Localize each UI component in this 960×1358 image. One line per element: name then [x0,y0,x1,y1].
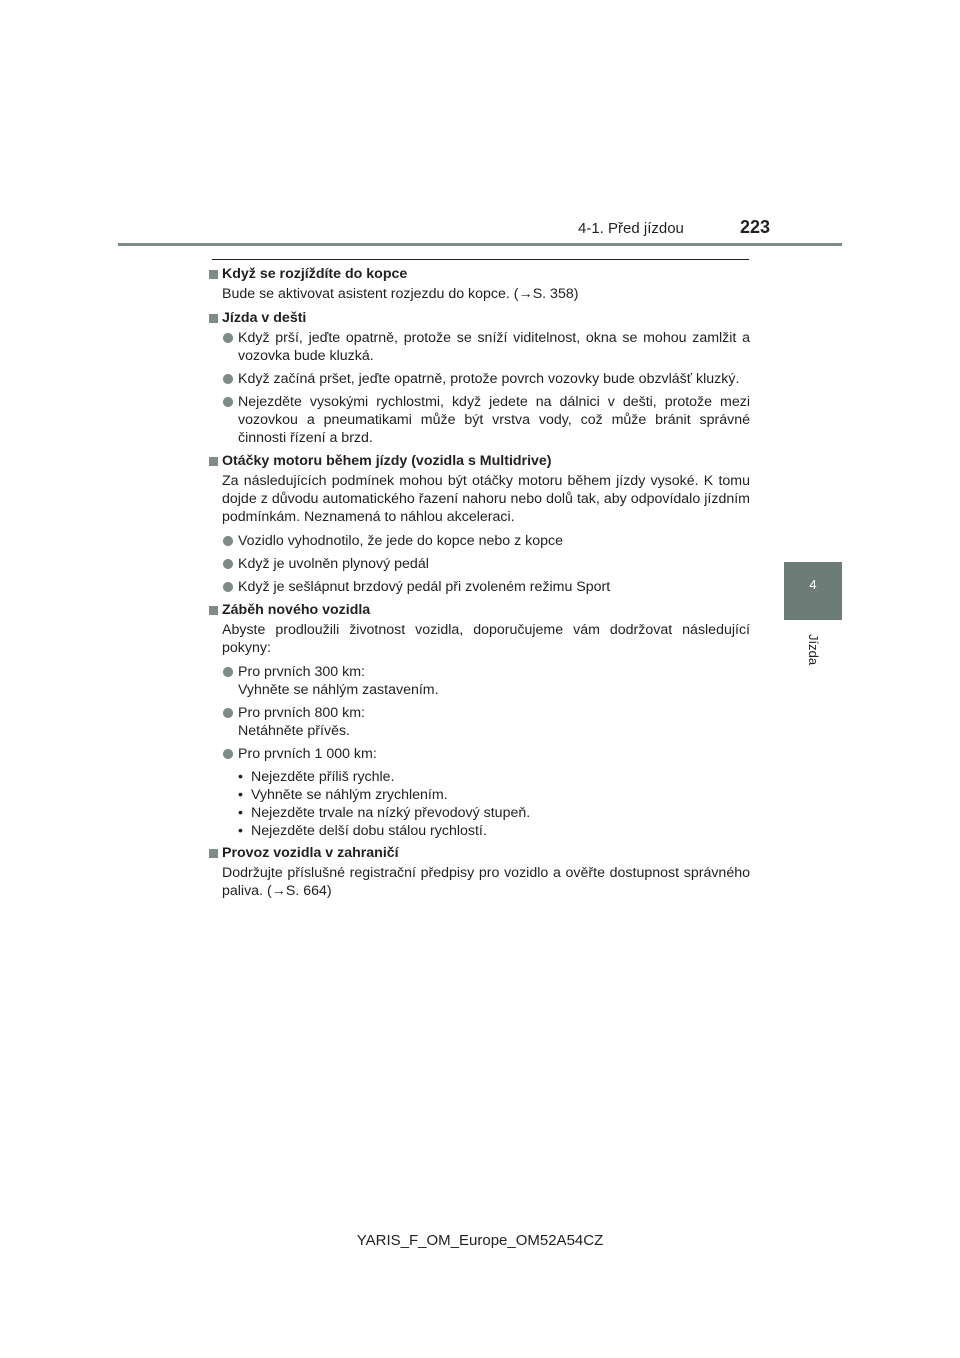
section-text: Dodržujte příslušné registrační předpisy pro vozidlo a ověřte dostupnost správného paliva. (→S. 664) [222,865,750,899]
section-heading [208,309,750,327]
section-text: Za následujících podmínek mohou být otáčky motoru během jízdy vysoké. K tomu dojde z důvodu automatického řazení nahoru nebo dolů tak, aby odpovídalo jízdním podmínkám. Neznamená to náhlou akceleraci. [222,473,750,525]
section-heading [208,265,750,283]
dot-marker-icon: • [238,823,243,839]
chapter-label: Jízda [806,634,821,666]
bullet-text: Když prší, jeďte opatrně, protože se sníží viditelnost, okna se mohou zamlžit a vozovka bude kluzká. [238,330,750,364]
square-bullet-icon [209,270,218,279]
sub-item-text: Vyhněte se náhlým zrychlením. [251,787,448,803]
dot-marker-icon: • [238,805,243,821]
circle-bullet-icon [223,667,233,677]
section-abroad [208,844,750,900]
square-bullet-icon [209,457,218,466]
section-title: Když se rozjíždíte do kopce [222,266,408,282]
sub-list-item [208,822,750,840]
dot-marker-icon: • [238,769,243,785]
section-header: 4-1. Před jízdou [578,220,684,237]
bullet-text: Když začíná pršet, jeďte opatrně, protože povrch vozovky bude obzvlášť kluzký. [238,371,740,387]
section-rain-driving [208,309,750,447]
circle-bullet-icon [223,749,233,759]
section-title: Otáčky motoru během jízdy (vozidla s Multidrive) [222,453,552,469]
circle-bullet-icon [223,582,233,592]
sub-list [208,768,750,840]
circle-bullet-icon [223,536,233,546]
bullet-item [208,663,750,699]
content-divider [212,259,749,260]
sub-item-text: Nejezděte příliš rychle. [251,769,395,785]
bullet-item [208,704,750,740]
document-footer: YARIS_F_OM_Europe_OM52A54CZ [356,1232,604,1249]
section-heading [208,452,750,470]
section-heading [208,844,750,862]
circle-bullet-icon [223,708,233,718]
bullet-item [208,578,750,596]
bullet-line: Vyhněte se náhlým zastavením. [238,682,439,698]
circle-bullet-icon [223,559,233,569]
section-hill-start [208,265,750,303]
circle-bullet-icon [223,374,233,384]
bullet-item [208,745,750,763]
sub-item-text: Nejezděte delší dobu stálou rychlostí. [251,823,487,839]
section-title: Jízda v dešti [222,310,307,326]
sub-list-item [208,804,750,822]
header-divider [118,243,842,246]
page-number: 223 [740,217,771,237]
bullet-line: Pro prvních 1 000 km: [238,746,377,762]
dot-marker-icon: • [238,787,243,803]
bullet-item [208,532,750,550]
section-heading [208,601,750,619]
sub-list-item [208,768,750,786]
bullet-item [208,555,750,573]
bullet-line: Pro prvních 300 km: [238,664,365,680]
bullet-item [208,370,750,388]
square-bullet-icon [209,314,218,323]
bullet-text: Když je sešlápnut brzdový pedál při zvoleném režimu Sport [238,579,611,595]
section-title: Záběh nového vozidla [222,602,371,618]
section-engine-speed [208,452,750,596]
section-text: Bude se aktivovat asistent rozjezdu do kopce. (→S. 358) [222,286,579,302]
section-break-in [208,601,750,840]
sub-list-item [208,786,750,804]
section-title: Provoz vozidla v zahraničí [222,845,399,861]
square-bullet-icon [209,606,218,615]
section-text: Abyste prodloužili životnost vozidla, doporučujeme vám dodržovat následující pokyny: [222,622,750,656]
bullet-item [208,393,750,447]
chapter-number: 4 [809,577,817,592]
bullet-line: Netáhněte přívěs. [238,723,350,739]
bullet-line: Pro prvních 800 km: [238,705,365,721]
circle-bullet-icon [223,397,233,407]
sub-item-text: Nejezděte trvale na nízký převodový stupeň. [251,805,531,821]
square-bullet-icon [209,849,218,858]
circle-bullet-icon [223,333,233,343]
bullet-text: Když je uvolněn plynový pedál [238,556,429,572]
bullet-text: Nejezděte vysokými rychlostmi, když jedete na dálnici v dešti, protože mezi vozovkou a pneumatikami může být vrstva vody, což může bránit správné činnosti řízení a brzd. [238,394,750,446]
bullet-item [208,329,750,365]
bullet-text: Vozidlo vyhodnotilo, že jede do kopce nebo z kopce [238,533,563,549]
page-content [208,265,750,906]
